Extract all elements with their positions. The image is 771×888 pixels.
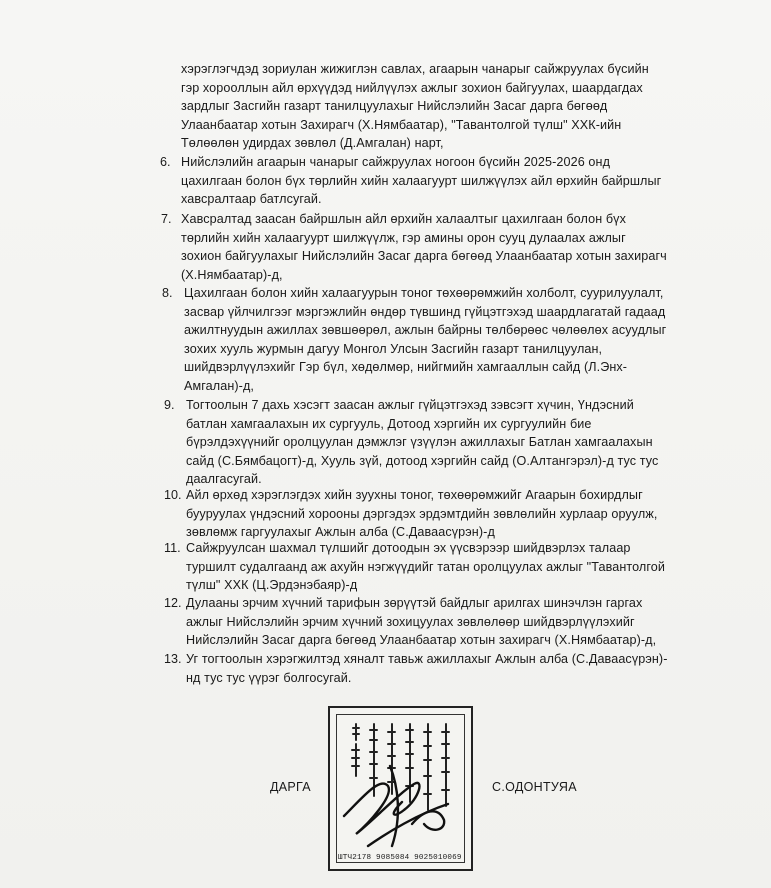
list-item: [186, 594, 698, 650]
text-line: даалгасугай.: [186, 472, 262, 486]
text-line: түлш" ХХК (Ц.Эрдэнэбаяр)-д: [186, 578, 358, 592]
text-line: зохион байгуулахыг Нийслэлийн Засаг дарга бөгөөд Улаанбаатар хотын захирагч: [181, 249, 667, 263]
list-item: [186, 539, 698, 595]
text-line: ажилтнуудын ажиллах зөвшөөрөл, ажлын байрны төлбөрөөс чөлөөлөх асуудлыг: [184, 323, 667, 337]
mongolian-script-graphic: [328, 706, 473, 871]
text-line: зохих хууль журмын дагуу Монгол Улсын Засгийн газарт танилцуулан,: [184, 341, 603, 356]
text-line: засвар үйлчилгээг мэргэжлийн өндөр түвшинд гүйцэтгэхэд шаардлагатай гадаад: [184, 304, 666, 319]
handwritten-signature: [344, 766, 448, 846]
list-item: [181, 210, 697, 284]
list-item: [181, 153, 697, 209]
list-item: [186, 396, 698, 489]
item-number: 7.: [161, 212, 172, 226]
text-line: Тогтоолын 7 дахь хэсэгт заасан ажлыг гүйцэтгэхэд зэвсэгт хүчин, Үндэсний: [186, 398, 634, 412]
text-line: Айл өрхөд хэрэглэгдэх хийн зуухны тоног, төхөөрөмжийг Агаарын бохирдлыг: [186, 488, 643, 502]
text-line: гэр хорооллын айл өрхүүдэд нийлүүлэх ажлыг зохион байгуулах, шаардагдах: [181, 80, 643, 95]
text-line: бууруулах үндэсний хорооны дэргэдэх эрдэмтдийн зөвлөлийн хурлаар оруулж,: [186, 506, 658, 521]
text-line: шийдвэрлүүлэхийг Гэр бүл, хөдөлмөр, нийгмийн хамгааллын сайд (Л.Энх-: [184, 360, 628, 374]
item-number: 8.: [162, 286, 173, 300]
text-line: зөвлөмж гаргуулахыг Ажлын алба (С.Даваасүрэн)-д: [186, 525, 495, 539]
item-number: 13.: [164, 652, 182, 666]
signer-title: ДАРГА: [270, 780, 311, 794]
text-line: цахилгаан болон бүх төрлийн хийн халаагуурт шилжүүлэх айл өрхийн байршлыг: [181, 173, 662, 188]
text-line: нд тус тус үүрэг болгосугай.: [186, 670, 352, 685]
text-line: Уг тогтоолын хэрэгжилтэд хяналт тавьж ажиллахыг Ажлын алба (С.Даваасүрэн)-: [186, 652, 668, 666]
text-line: Дулааны эрчим хүчний тарифын зөрүүтэй байдлыг арилгах шинэчлэн гаргах: [186, 596, 643, 610]
text-line: Улаанбаатар хотын Захирагч (Х.Нямбаатар), "Тавантолгой түлш" ХХК-ийн: [181, 117, 622, 132]
item-number: 9.: [164, 398, 175, 412]
text-line: Амгалан)-д,: [184, 378, 255, 393]
text-line: төрлийн хийн халаагуурт шилжүүлж, гэр амины орон сууц дулаалах ажлыг: [181, 230, 626, 245]
intro-paragraph: [181, 60, 697, 153]
text-line: батлан хамгаалахын их сургууль, Дотоод хэргийн их сургуулийн бие: [186, 416, 592, 431]
text-line: Цахилгаан болон хийн халаагуурын тоног төхөөрөмжийн холболт, суурилуулалт,: [184, 286, 664, 300]
text-line: бүрэлдэхүүнийг оролцуулан дэмжлэг үзүүлэн ажиллахыг Батлан хамгаалахын: [186, 435, 653, 449]
item-number: 10.: [164, 488, 182, 502]
text-line: хэрэглэгчдэд зориулан жижиглэн савлах, агаарын чанарыг сайжруулах бүсийн: [181, 62, 649, 76]
text-line: ажлыг Нийслэлийн эрчим хүчний зохицуулах зөвлөлөөр шийдвэрлүүлэхийг: [186, 614, 635, 629]
text-line: Нийслэлийн Засаг дарга бөгөөд Улаанбаатар хотын захирагч (Х.Нямбаатар)-д,: [186, 633, 657, 647]
text-line: (Х.Нямбаатар)-д,: [181, 267, 283, 282]
list-item: [184, 284, 698, 395]
item-number: 6.: [160, 155, 171, 169]
text-line: сайд (С.Бямбацогт)-д, Хууль зүй, дотоод хэргийн сайд (О.Алтангэрэл)-д тус тус: [186, 453, 659, 468]
signer-name: С.ОДОНТУЯА: [492, 780, 577, 794]
seal-code: ШТЧ2178 9085084 9025010069: [338, 854, 462, 862]
text-line: Сайжруулсан шахмал түлшийг дотоодын эх үүсвэрээр шийдвэрлэх талаар: [186, 541, 631, 555]
text-line: хавсралтаар батлсугай.: [181, 192, 322, 206]
text-line: туршилт судалгаанд аж ахуйн нэгжүүдийг татан оролцуулах ажлыг "Тавантолгой: [186, 559, 666, 574]
list-item: [186, 486, 698, 542]
item-number: 12.: [164, 596, 182, 610]
text-line: Төлөөлөн удирдах зөвлөл (Д.Амгалан) нарт,: [181, 136, 444, 150]
item-number: 11.: [164, 541, 181, 555]
text-line: зардлыг Засгийн газарт танилцуулахыг Нийслэлийн Засаг дарга бөгөөд: [181, 99, 608, 113]
text-line: Хавсралтад заасан байршлын айл өрхийн халаалтыг цахилгаан болон бүх: [181, 212, 626, 226]
list-item: [186, 650, 698, 687]
text-line: Нийслэлийн агаарын чанарыг сайжруулах ногоон бүсийн 2025-2026 онд: [181, 155, 611, 169]
official-seal: [328, 706, 473, 871]
